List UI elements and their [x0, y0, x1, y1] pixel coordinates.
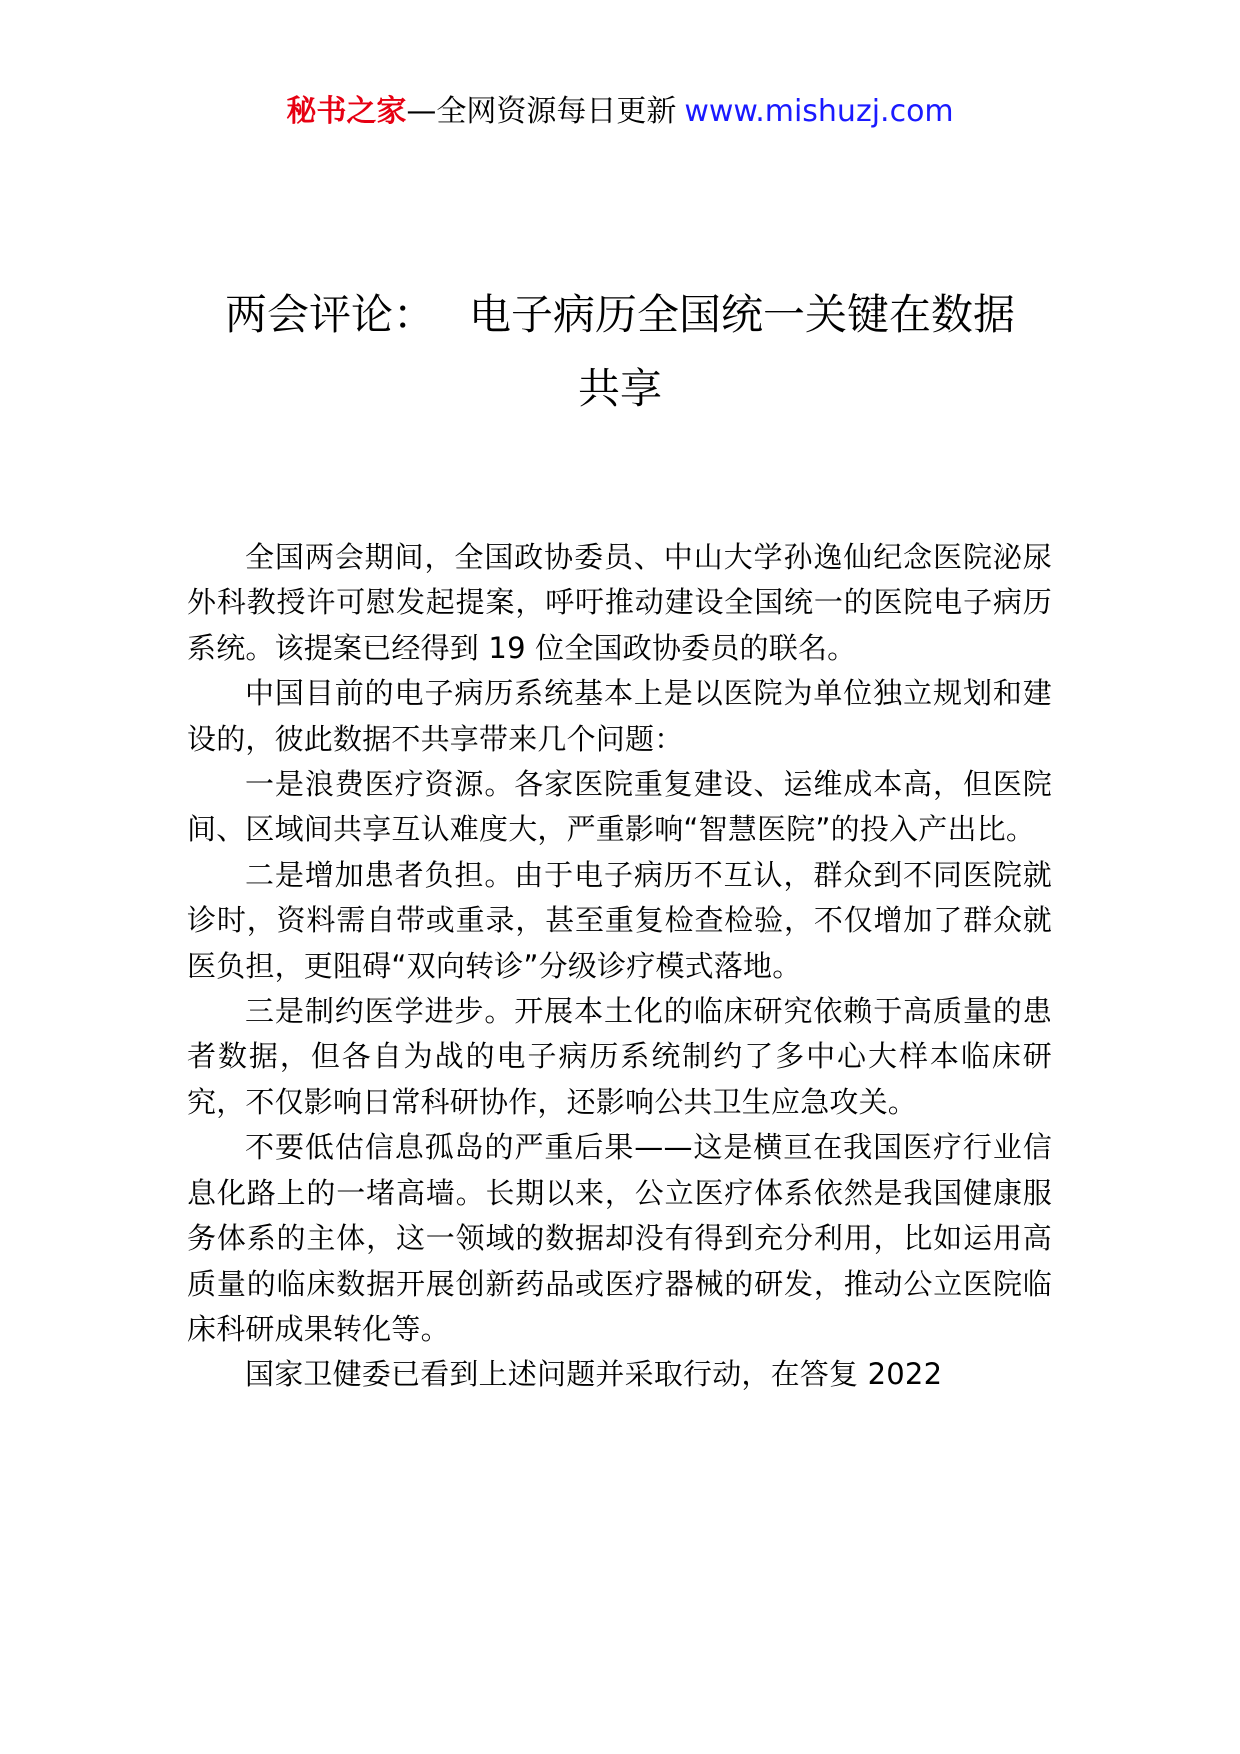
- paragraph-6: 不要低估信息孤岛的严重后果——这是横亘在我国医疗行业信息化路上的一堵高墙。长期以来，公立医疗体系依然是我国健康服务体系的主体，这一领域的数据却没有得到充分利用，比如运用高质量的临床数据开展创新药品或医疗器械的研发，推动公立医院临床科研成果转化等。: [187, 1130, 1052, 1346]
- title-line-2: 共享: [577, 364, 662, 413]
- paragraph-2: 中国目前的电子病历系统基本上是以医院为单位独立规划和建设的，彼此数据不共享带来几个问题：: [187, 676, 1052, 756]
- article-title: [160, 278, 1080, 426]
- title-prefix: 两会评论：: [224, 290, 435, 339]
- paragraph-5: 三是制约医学进步。开展本土化的临床研究依赖于高质量的患者数据，但各自为战的电子病历系统制约了多中心大样本临床研究，不仅影响日常科研协作，还影响公共卫生应急攻关。: [187, 994, 1052, 1119]
- site-url-link[interactable]: www.mishuzj.com: [684, 94, 954, 129]
- paragraph-4: 二是增加患者负担。由于电子病历不互认，群众到不同医院就诊时，资料需自带或重录，甚至重复检查检验，不仅增加了群众就医负担，更阻碍“双向转诊”分级诊疗模式落地。: [187, 857, 1052, 983]
- paragraph-1: 全国两会期间，全国政协委员、中山大学孙逸仙纪念医院泌尿外科教授许可慰发起提案，呼吁推动建设全国统一的医院电子病历系统。该提案已经得到 19 位全国政协委员的联名。: [187, 540, 1052, 665]
- site-slogan: —全网资源每日更新: [406, 94, 677, 129]
- site-brand: 秘书之家: [286, 94, 407, 129]
- paragraph-3: 一是浪费医疗资源。各家医院重复建设、运维成本高，但医院间、区域间共享互认难度大，严重影响“智慧医院”的投入产出比。: [187, 767, 1052, 847]
- title-line-1: [160, 278, 1080, 352]
- title-main: 电子病历全国统一关键在数据: [469, 290, 1016, 339]
- site-header: [0, 92, 1240, 132]
- article-body: [187, 535, 1052, 1398]
- paragraph-7: 国家卫健委已看到上述问题并采取行动，在答复 2022: [245, 1357, 943, 1392]
